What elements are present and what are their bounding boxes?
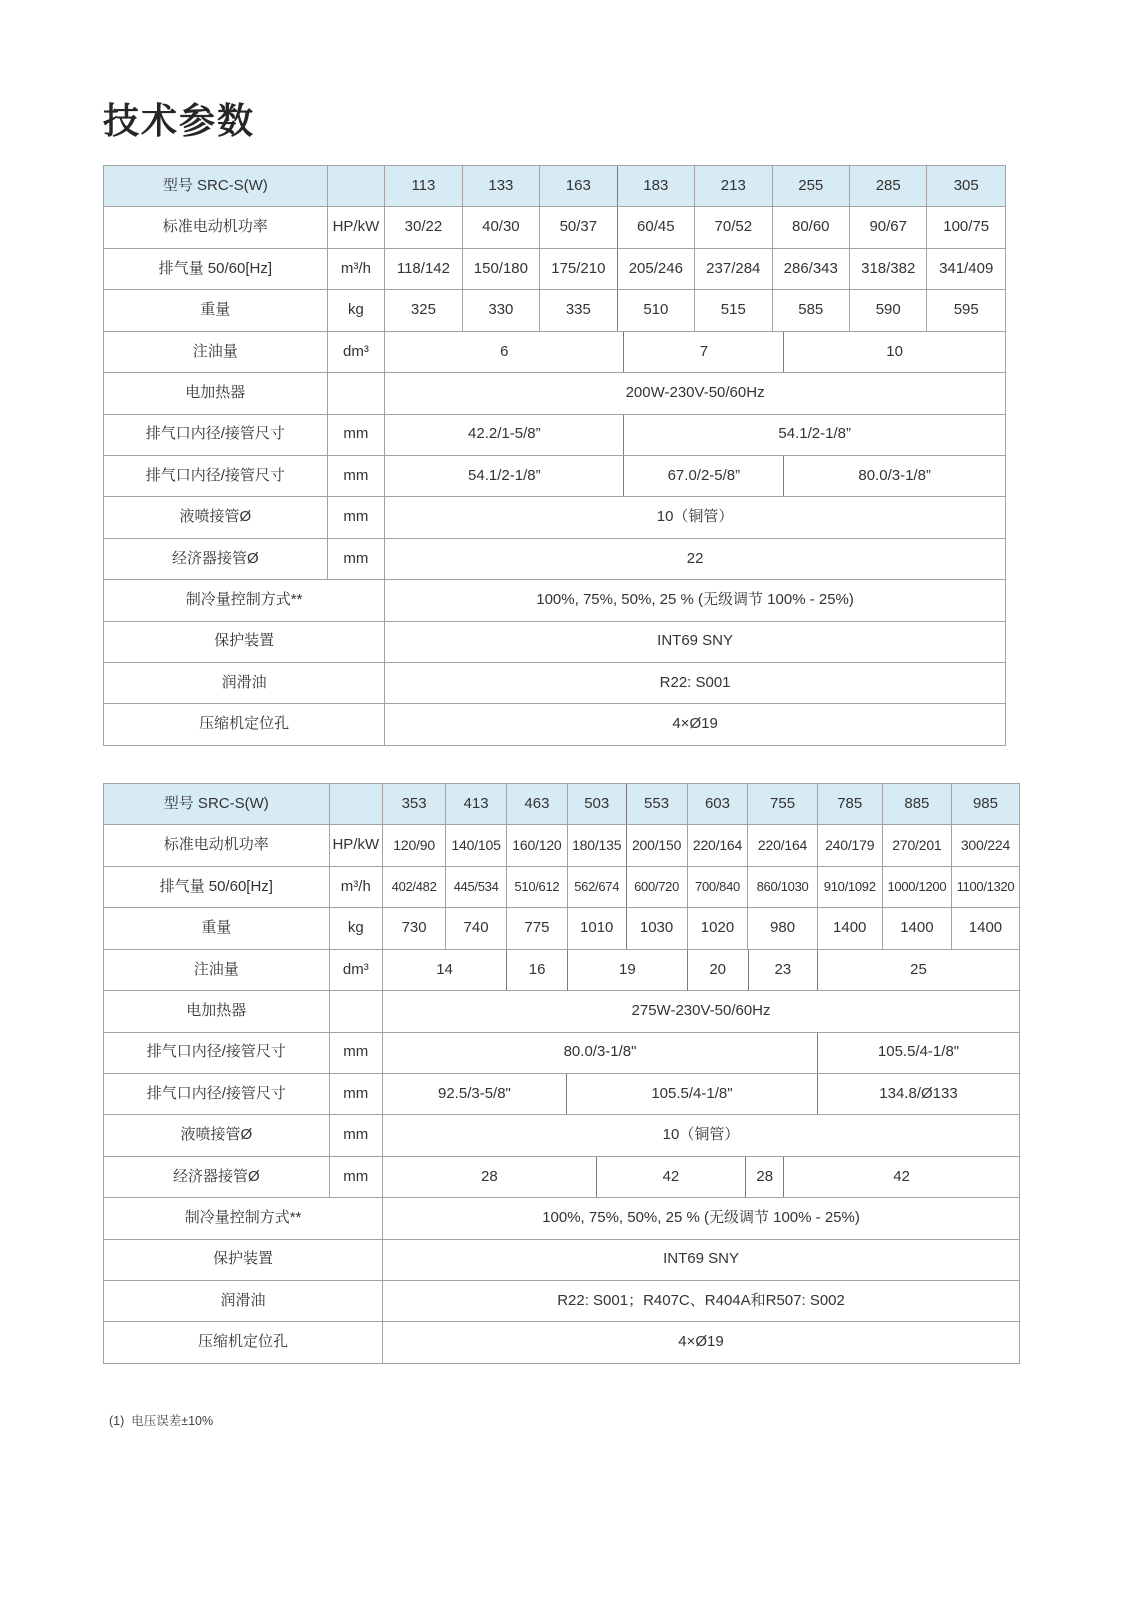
row-label: 压缩机定位孔 [104, 1322, 383, 1362]
value-cell: 100%, 75%, 50%, 25 % (无级调节 100% - 25%) [536, 591, 854, 609]
row-unit: mm [330, 1074, 384, 1114]
model-number: 755 [748, 784, 817, 824]
value-cell: 23 [749, 950, 818, 990]
row-label: 排气口内径/接管尺寸 [104, 1033, 330, 1073]
value-cell: 14 [383, 950, 507, 990]
spec-table-2 [103, 783, 1020, 1364]
value-cell: 160/120 [507, 825, 568, 865]
footnote: (1) 电压误差±10% [109, 1414, 214, 1428]
row-label: 注油量 [104, 950, 330, 990]
model-number: 885 [883, 784, 952, 824]
row-label: 重量 [104, 290, 328, 330]
row-label: 重量 [104, 908, 330, 948]
value-cell: 402/482 [383, 867, 446, 907]
model-number: 213 [695, 166, 772, 206]
row-label: 润滑油 [104, 663, 385, 703]
value-cell: 600/720 [627, 867, 688, 907]
row-label: 排气口内径/接管尺寸 [104, 415, 328, 455]
value-cell: 16 [507, 950, 568, 990]
value-cell: 100/75 [943, 218, 990, 236]
row-label: 排气口内径/接管尺寸 [104, 456, 328, 496]
row-unit: m³/h [330, 867, 384, 907]
row-label: 保护装置 [104, 1240, 383, 1280]
value-cell: 510/612 [507, 867, 568, 907]
value-cell: 80.0/3-1/8" [383, 1033, 818, 1073]
model-number: 113 [385, 166, 462, 206]
value-cell: 275W-230V-50/60Hz [631, 1001, 771, 1019]
value-cell: 80/60 [773, 207, 850, 247]
table-row [104, 704, 1005, 744]
value-cell: 105.5/4-1/8" [567, 1074, 818, 1114]
value-cell: 10 [886, 342, 903, 360]
value-cell: 100%, 75%, 50%, 25 % (无级调节 100% - 25%) [542, 1209, 860, 1227]
row-unit: mm [328, 497, 386, 537]
unit-header-cell [328, 166, 386, 206]
value-cell: 40/30 [463, 207, 540, 247]
value-cell: 700/840 [688, 867, 749, 907]
value-cell: 4×Ø19 [678, 1333, 724, 1351]
value-cell: 200/150 [627, 825, 688, 865]
model-number: 463 [507, 784, 568, 824]
value-cell: 1010 [568, 908, 627, 948]
table-row [104, 332, 1005, 373]
table-row [104, 950, 1019, 991]
table-row [104, 497, 1005, 538]
model-number: 413 [446, 784, 507, 824]
value-cell: 980 [748, 908, 817, 948]
row-unit: kg [330, 908, 384, 948]
model-number: 133 [463, 166, 540, 206]
model-number: 255 [773, 166, 850, 206]
value-cell: 54.1/2-1/8” [778, 425, 851, 443]
value-cell: 730 [383, 908, 446, 948]
value-cell: 90/67 [850, 207, 927, 247]
table-row [104, 1115, 1019, 1156]
table-row [104, 1281, 1019, 1322]
row-unit: HP/kW [328, 207, 386, 247]
value-cell: 325 [385, 290, 462, 330]
value-cell: 67.0/2-5/8” [624, 456, 784, 496]
table-row [104, 207, 1005, 248]
table-row [104, 1322, 1019, 1362]
value-cell: 1000/1200 [883, 867, 952, 907]
row-label: 液喷接管Ø [104, 1115, 330, 1155]
table-row [104, 825, 1019, 866]
model-series-label: 型号 SRC-S(W) [104, 166, 328, 206]
row-unit: kg [328, 290, 386, 330]
value-cell: 318/382 [850, 249, 927, 289]
table-row [104, 415, 1005, 456]
row-label: 制冷量控制方式** [104, 580, 385, 620]
value-cell: 300/224 [960, 836, 1011, 853]
value-cell: 30/22 [385, 207, 462, 247]
model-number: 305 [953, 176, 979, 194]
row-unit: mm [330, 1157, 384, 1197]
model-number: 553 [627, 784, 688, 824]
value-cell: 220/164 [688, 825, 749, 865]
value-cell: 1400 [818, 908, 883, 948]
value-cell: 341/409 [939, 259, 994, 277]
value-cell: 240/179 [818, 825, 883, 865]
row-label: 液喷接管Ø [104, 497, 328, 537]
table-header-row [104, 784, 1019, 825]
model-number: 163 [540, 166, 617, 206]
table-row [104, 1240, 1019, 1281]
value-cell: 910/1092 [818, 867, 883, 907]
value-cell: 134.8/Ø133 [879, 1084, 958, 1102]
value-cell: 10（铜管） [662, 1126, 740, 1144]
row-unit: m³/h [328, 249, 386, 289]
row-label: 标准电动机功率 [104, 825, 330, 865]
value-cell: 445/534 [446, 867, 507, 907]
table-row [104, 580, 1005, 621]
value-cell: 585 [773, 290, 850, 330]
table-header-row [104, 166, 1005, 207]
value-cell: 6 [385, 332, 624, 372]
value-cell: 19 [568, 950, 688, 990]
unit-header-cell [330, 784, 384, 824]
value-cell: 335 [540, 290, 617, 330]
model-number: 985 [972, 794, 998, 812]
value-cell: 330 [463, 290, 540, 330]
value-cell: 237/284 [695, 249, 772, 289]
row-label: 电加热器 [104, 373, 328, 413]
value-cell: 42 [893, 1167, 910, 1185]
table-row [104, 373, 1005, 414]
row-label: 注油量 [104, 332, 328, 372]
value-cell: 28 [383, 1157, 597, 1197]
table-row [104, 622, 1005, 663]
value-cell: 22 [686, 549, 704, 567]
table-row [104, 290, 1005, 331]
table-row [104, 991, 1019, 1032]
table-row [104, 663, 1005, 704]
value-cell: 7 [624, 332, 784, 372]
value-cell: 25 [910, 960, 927, 978]
value-cell: 180/135 [568, 825, 627, 865]
value-cell: 92.5/3-5/8" [383, 1074, 567, 1114]
value-cell: 1400 [968, 919, 1003, 937]
value-cell: 595 [953, 301, 979, 319]
model-number: 503 [568, 784, 627, 824]
model-series-label: 型号 SRC-S(W) [104, 784, 330, 824]
model-number: 603 [688, 784, 749, 824]
value-cell: 860/1030 [748, 867, 817, 907]
model-number: 353 [383, 784, 446, 824]
table-row [104, 867, 1019, 908]
table-row [104, 908, 1019, 949]
value-cell: 775 [507, 908, 568, 948]
row-unit: dm³ [328, 332, 386, 372]
value-cell: 80.0/3-1/8” [858, 466, 931, 484]
value-cell: 175/210 [540, 249, 617, 289]
value-cell: 515 [695, 290, 772, 330]
row-label: 排气量 50/60[Hz] [104, 867, 330, 907]
value-cell: INT69 SNY [657, 632, 734, 650]
value-cell: 10（铜管） [656, 508, 734, 526]
row-label: 排气口内径/接管尺寸 [104, 1074, 330, 1114]
row-unit: HP/kW [330, 825, 384, 865]
row-label: 经济器接管Ø [104, 1157, 330, 1197]
value-cell: 50/37 [540, 207, 617, 247]
page-title: 技术参数 [103, 100, 256, 141]
value-cell: 54.1/2-1/8” [385, 456, 624, 496]
value-cell: 200W-230V-50/60Hz [625, 383, 765, 401]
value-cell: 205/246 [618, 249, 695, 289]
value-cell: 270/201 [883, 825, 952, 865]
row-unit: mm [330, 1115, 384, 1155]
value-cell: 42 [597, 1157, 746, 1197]
value-cell: 1400 [883, 908, 952, 948]
value-cell: INT69 SNY [663, 1250, 739, 1268]
value-cell: 220/164 [748, 825, 817, 865]
table-row [104, 1074, 1019, 1115]
row-unit: mm [328, 539, 386, 579]
value-cell: 562/674 [568, 867, 627, 907]
table-row [104, 456, 1005, 497]
value-cell: 150/180 [463, 249, 540, 289]
value-cell: 120/90 [383, 825, 446, 865]
value-cell: 118/142 [385, 249, 462, 289]
row-unit: dm³ [330, 950, 384, 990]
row-unit [328, 373, 386, 413]
row-label: 排气量 50/60[Hz] [104, 249, 328, 289]
row-unit [330, 991, 384, 1031]
value-cell: 20 [688, 950, 749, 990]
row-label: 润滑油 [104, 1281, 383, 1321]
row-label: 压缩机定位孔 [104, 704, 385, 744]
row-unit: mm [330, 1033, 384, 1073]
table-row [104, 249, 1005, 290]
row-label: 保护装置 [104, 622, 385, 662]
model-number: 785 [818, 784, 883, 824]
value-cell: 105.5/4-1/8" [877, 1043, 960, 1061]
value-cell: 1020 [688, 908, 749, 948]
value-cell: R22: S001；R407C、R404A和R507: S002 [557, 1291, 845, 1309]
value-cell: 740 [446, 908, 507, 948]
value-cell: 28 [746, 1157, 784, 1197]
value-cell: 4×Ø19 [672, 715, 718, 733]
table-row [104, 1198, 1019, 1239]
row-label: 经济器接管Ø [104, 539, 328, 579]
row-label: 制冷量控制方式** [104, 1198, 383, 1238]
row-unit: mm [328, 415, 386, 455]
value-cell: 1100/1320 [956, 878, 1015, 894]
value-cell: 1030 [627, 908, 688, 948]
value-cell: 510 [618, 290, 695, 330]
value-cell: R22: S001 [659, 673, 731, 691]
model-number: 285 [850, 166, 927, 206]
table-row [104, 1033, 1019, 1074]
value-cell: 70/52 [695, 207, 772, 247]
row-unit: mm [328, 456, 386, 496]
table-row [104, 539, 1005, 580]
value-cell: 60/45 [618, 207, 695, 247]
table-row [104, 1157, 1019, 1198]
value-cell: 590 [850, 290, 927, 330]
value-cell: 286/343 [773, 249, 850, 289]
row-label: 电加热器 [104, 991, 330, 1031]
value-cell: 140/105 [446, 825, 507, 865]
spec-table-1 [103, 165, 1006, 746]
row-label: 标准电动机功率 [104, 207, 328, 247]
value-cell: 42.2/1-5/8” [385, 415, 624, 455]
model-number: 183 [618, 166, 695, 206]
